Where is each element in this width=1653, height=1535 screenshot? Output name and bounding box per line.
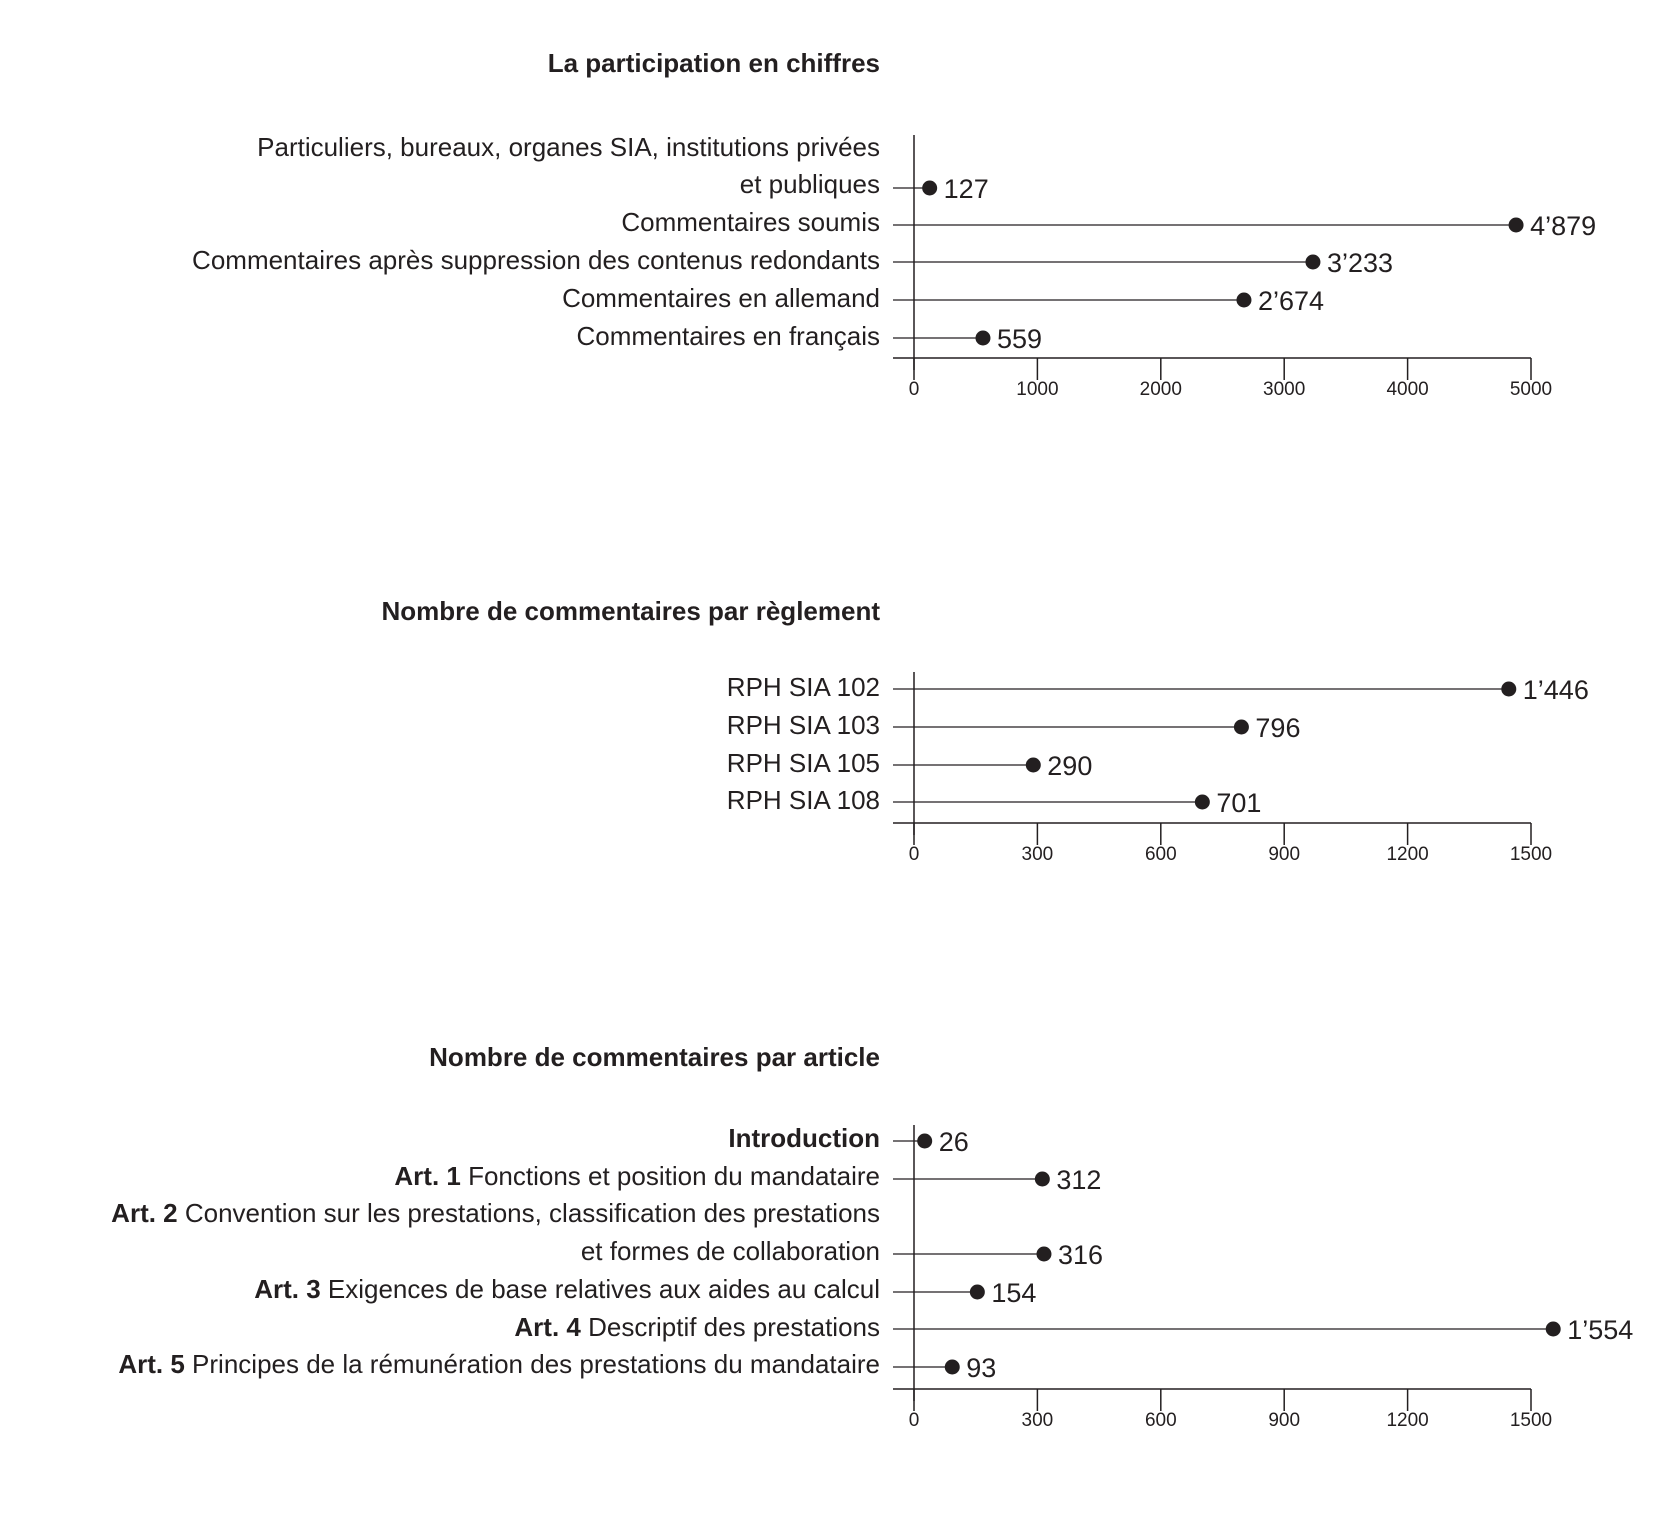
value-label: 3’233: [1326, 248, 1394, 278]
category-label: Art. 2 Convention sur les prestations, classification des prestations: [111, 1198, 880, 1228]
category-label-bold: Art. 5: [118, 1349, 185, 1379]
category-label: RPH SIA 102: [726, 672, 880, 702]
value-label: 316: [1057, 1240, 1104, 1270]
chart-title: Nombre de commentaires par règlement: [381, 596, 880, 626]
value-dot: [975, 331, 990, 346]
value-dot: [970, 1285, 985, 1300]
value-dot: [917, 1134, 932, 1149]
category-label: Art. 4 Descriptif des prestations: [514, 1312, 880, 1342]
value-dot: [1509, 218, 1524, 233]
value-label: 93: [966, 1353, 997, 1383]
category-label: Commentaires en français: [576, 321, 880, 351]
x-tick-label: 0: [908, 844, 920, 865]
x-tick-label: 900: [1268, 844, 1301, 865]
x-tick-label: 2000: [1139, 379, 1182, 400]
x-tick-label: 1500: [1509, 1410, 1553, 1431]
x-tick-label: 0: [908, 379, 920, 400]
chart-title: Nombre de commentaires par article: [429, 1042, 880, 1072]
category-label-bold: Art. 1: [394, 1161, 461, 1191]
value-dot: [1026, 758, 1041, 773]
category-label-bold: Introduction: [728, 1123, 880, 1153]
value-dot: [945, 1360, 960, 1375]
value-dot: [1236, 293, 1251, 308]
category-label: RPH SIA 105: [726, 748, 880, 778]
value-label: 290: [1047, 751, 1093, 781]
x-tick-label: 600: [1144, 1410, 1177, 1431]
value-label: 701: [1216, 788, 1262, 818]
value-dot: [1305, 255, 1320, 270]
value-dot: [1036, 1247, 1051, 1262]
x-tick-label: 1200: [1386, 844, 1429, 865]
x-tick-label: 300: [1021, 1410, 1054, 1431]
value-label: 796: [1255, 713, 1301, 743]
value-label: 2’674: [1257, 286, 1325, 316]
x-tick-label: 3000: [1263, 379, 1306, 400]
x-tick-label: 0: [908, 1410, 920, 1431]
chart-title: La participation en chiffres: [547, 48, 880, 78]
category-label: et publiques: [739, 169, 880, 199]
x-tick-label: 1200: [1386, 1410, 1429, 1431]
value-dot: [1035, 1172, 1050, 1187]
category-label: Particuliers, bureaux, organes SIA, institutions privées: [257, 132, 880, 162]
x-tick-label: 600: [1144, 844, 1177, 865]
category-label: Art. 5 Principes de la rémunération des prestations du mandataire: [118, 1349, 880, 1379]
x-tick-label: 5000: [1509, 379, 1553, 400]
category-label: Commentaires soumis: [621, 207, 880, 237]
x-tick-label: 300: [1021, 844, 1054, 865]
value-label: 4’879: [1530, 211, 1597, 241]
category-label: et formes de collaboration: [580, 1236, 880, 1266]
x-tick-label: 4000: [1386, 379, 1429, 400]
category-label: Art. 3 Exigences de base relatives aux aides au calcul: [254, 1274, 880, 1304]
x-tick-label: 1000: [1016, 379, 1059, 400]
category-label: Art. 1 Fonctions et position du mandataire: [394, 1161, 880, 1191]
category-label-bold: Art. 3: [254, 1274, 321, 1304]
x-tick-label: 1500: [1509, 844, 1553, 865]
value-label: 1’446: [1522, 675, 1589, 705]
category-label-bold: Art. 2: [111, 1198, 178, 1228]
value-label: 1’554: [1567, 1315, 1634, 1345]
value-label: 312: [1056, 1165, 1102, 1195]
value-dot: [1195, 795, 1210, 810]
value-dot: [1546, 1322, 1561, 1337]
category-label: RPH SIA 103: [726, 710, 880, 740]
value-dot: [1234, 720, 1249, 735]
category-label: Commentaires en allemand: [562, 283, 880, 313]
category-label: RPH SIA 108: [726, 785, 880, 815]
value-dot: [1501, 682, 1516, 697]
category-label: Commentaires après suppression des contenus redondants: [192, 245, 880, 275]
value-label: 26: [938, 1127, 969, 1157]
category-label-bold: Art. 4: [514, 1312, 581, 1342]
value-label: 154: [991, 1278, 1037, 1308]
x-tick-label: 900: [1268, 1410, 1301, 1431]
value-dot: [922, 181, 937, 196]
value-label: 127: [943, 174, 989, 204]
value-label: 559: [996, 324, 1043, 354]
